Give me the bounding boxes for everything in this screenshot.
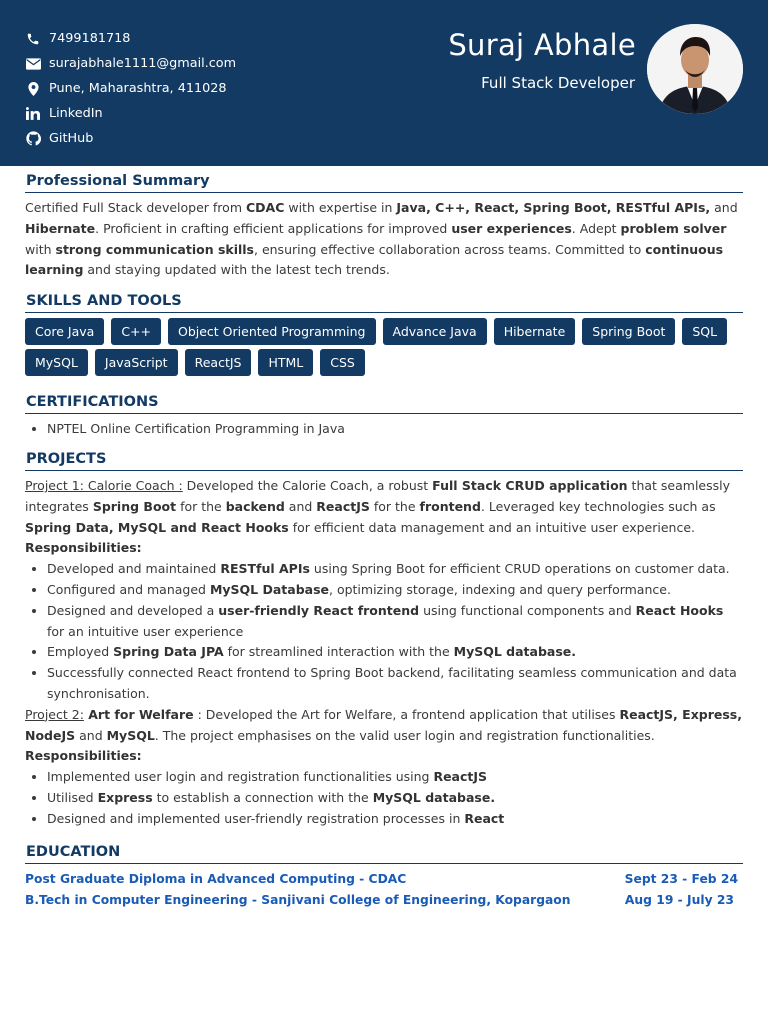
candidate-name: Suraj Abhale [448, 28, 636, 62]
phone-text: 7499181718 [49, 31, 131, 46]
skill-tag: HTML [258, 349, 313, 376]
profile-photo [647, 24, 743, 114]
location-text: Pune, Maharashtra, 411028 [49, 81, 227, 96]
github-link[interactable]: GitHub [49, 131, 94, 146]
skill-tag: Spring Boot [582, 318, 675, 345]
summary-title: Professional Summary [25, 171, 743, 193]
project-2-label: Project 2: [25, 706, 84, 722]
skill-tag: ReactJS [185, 349, 252, 376]
skill-tag: MySQL [25, 349, 88, 376]
education-dates: Sept 23 - Feb 24 [624, 872, 738, 886]
contact-linkedin[interactable] [25, 101, 236, 126]
contact-email[interactable] [25, 51, 236, 76]
responsibility-item: • Designed and implemented user-friendly registration processes in React [47, 809, 743, 830]
education-row [25, 869, 743, 890]
responsibility-item: • Designed and developed a user-friendly React frontend using functional components and React Hooks for an intuitive user experience [47, 601, 743, 643]
project-1-label: Project 1: Calorie Coach : [25, 478, 183, 493]
contact-location [25, 76, 236, 101]
responsibility-item: • Developed and maintained RESTful APIs using Spring Boot for efficient CRUD operations on customer data. [47, 559, 743, 580]
summary-text: Certified Full Stack developer from CDAC with expertise in Java, C++, React, Spring Boot, RESTful APIs, and Hibernate. Proficient in crafting efficient applications for improved user experiences. Adept problem solver with strong communication skills, ensuring effective collaboration across teams. Committed to continuous learning and staying updated with the latest tech trends. [25, 200, 738, 278]
contact-github[interactable] [25, 126, 236, 151]
project-2-responsibilities-label: Responsibilities: [25, 748, 142, 764]
candidate-role: Full Stack Developer [481, 74, 635, 92]
skill-tag: SQL [682, 318, 727, 345]
projects-section [25, 449, 743, 830]
skills-section [25, 291, 743, 380]
resume-header [0, 0, 768, 166]
project-1-responsibilities [25, 559, 743, 705]
skill-tag: Advance Java [383, 318, 487, 345]
contact-phone[interactable] [25, 26, 236, 51]
responsibility-item: • Successfully connected React frontend to Spring Boot backend, facilitating seamless communication and data synchronisation. [47, 663, 743, 705]
skill-tag: Object Oriented Programming [168, 318, 376, 345]
education-section [25, 842, 743, 911]
projects-title: PROJECTS [25, 449, 743, 471]
responsibility-item: • Configured and managed MySQL Database, optimizing storage, indexing and query performance. [47, 580, 743, 601]
responsibility-item: • Utilised Express to establish a connection with the MySQL database. [47, 788, 743, 809]
education-dates: Aug 19 - July 23 [624, 893, 734, 907]
education-row [25, 890, 743, 911]
skill-tag: CSS [320, 349, 365, 376]
certifications-title: CERTIFICATIONS [25, 392, 743, 414]
contact-list [25, 26, 236, 151]
github-icon [25, 132, 41, 146]
education-title: EDUCATION [25, 842, 743, 864]
phone-icon [25, 32, 41, 46]
skill-tag: JavaScript [95, 349, 178, 376]
skill-tag: C++ [111, 318, 161, 345]
skill-tag: Hibernate [494, 318, 576, 345]
summary-section [25, 171, 743, 281]
education-list [25, 869, 743, 911]
project-2-description: Project 2: Art for Welfare : Developed the Art for Welfare, a frontend application that utilises ReactJS, Express, NodeJS and MySQL. The project emphasises on the valid user login and registration functionalities. [25, 706, 742, 743]
certifications-list [25, 419, 743, 440]
skill-tag: Core Java [25, 318, 104, 345]
project-1-description: Project 1: Calorie Coach : Developed the Calorie Coach, a robust Full Stack CRUD application that seamlessly integrates Spring Boot for the backend and ReactJS for the frontend. Leveraged key technologies such as Spring Data, MySQL and React Hooks for efficient data management and an intuitive user experience. [25, 478, 731, 535]
skills-tags [25, 318, 743, 380]
certifications-section [25, 392, 743, 440]
education-degree: B.Tech in Computer Engineering - Sanjivani College of Engineering, Kopargaon [25, 893, 571, 907]
email-icon [25, 57, 41, 71]
linkedin-icon [25, 107, 41, 121]
email-text: surajabhale1111@gmail.com [49, 56, 237, 71]
responsibility-item: • Implemented user login and registration functionalities using ReactJS [47, 767, 743, 788]
location-pin-icon [25, 82, 41, 96]
project-2-responsibilities [25, 767, 743, 829]
certification-item: • NPTEL Online Certification Programming in Java [47, 419, 743, 440]
skills-title: SKILLS AND TOOLS [25, 291, 743, 313]
responsibility-item: • Employed Spring Data JPA for streamlined interaction with the MySQL database. [47, 642, 743, 663]
project-1-responsibilities-label: Responsibilities: [25, 540, 142, 556]
education-degree: Post Graduate Diploma in Advanced Computing - CDAC [25, 872, 407, 886]
linkedin-link[interactable]: LinkedIn [49, 106, 103, 121]
